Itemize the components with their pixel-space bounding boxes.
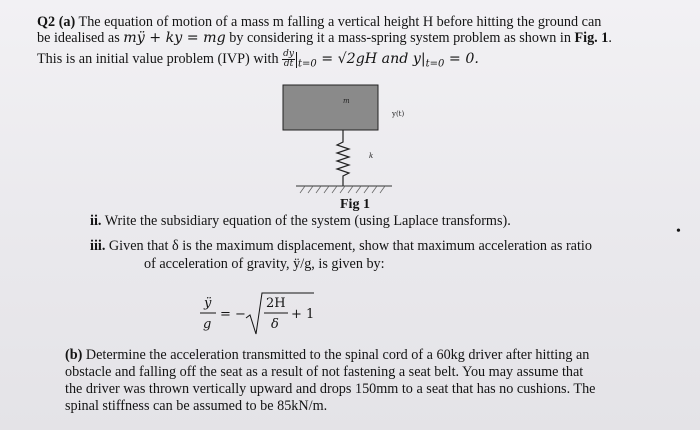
displacement-label: y(t) bbox=[392, 110, 405, 118]
derivative-den: dt bbox=[283, 59, 294, 69]
ivp-end: = 0. bbox=[444, 50, 479, 67]
ground-hatch bbox=[300, 186, 385, 193]
eq-lhs-den: g bbox=[203, 317, 212, 332]
mass-block bbox=[283, 85, 378, 130]
rad-num: 2H bbox=[266, 296, 286, 311]
part-b-text-2: obstacle and falling off the seat as a result of not fastening a seat belt. You may assume that bbox=[65, 364, 584, 380]
spring-label: k bbox=[369, 152, 374, 160]
derivative-num: dy bbox=[283, 49, 294, 59]
item-iii-text-1: Given that δ is the maximum displacement, show that maximum acceleration as ratio bbox=[108, 238, 592, 254]
item-ii bbox=[90, 213, 511, 229]
part-b-text-1: Determine the acceleration transmitted to the spinal cord of a 60kg driver after hitting an bbox=[85, 347, 590, 363]
mass-label: m bbox=[343, 97, 350, 105]
item-iii-label: iii. bbox=[90, 238, 106, 254]
part-b-text-4: spinal stiffness can be assumed to be 85kN/m. bbox=[65, 398, 328, 414]
eq-lhs-num: ÿ bbox=[204, 296, 212, 311]
margin-dot: • bbox=[676, 224, 681, 239]
spring bbox=[337, 130, 349, 186]
question-text-2c: . bbox=[608, 30, 612, 46]
rad-den: δ bbox=[271, 317, 279, 332]
item-iii-text-2: of acceleration of gravity, ÿ/g, is given by: bbox=[144, 256, 385, 272]
question-text-2a: be idealised as bbox=[37, 30, 124, 46]
item-iii bbox=[90, 238, 592, 254]
ivp-rhs: = √2gH and y| bbox=[316, 50, 426, 67]
part-b-line-1 bbox=[65, 347, 589, 363]
eq-plus-one: + 1 bbox=[291, 307, 315, 322]
eq-equals: = − bbox=[220, 307, 246, 322]
part-b-line-3 bbox=[65, 381, 595, 397]
ivp-subscript-2: t=0 bbox=[425, 58, 445, 70]
ivp-subscript: t=0 bbox=[297, 58, 317, 70]
acceleration-ratio-equation bbox=[196, 290, 336, 340]
item-ii-text: Write the subsidiary equation of the system (using Laplace transforms). bbox=[104, 213, 511, 229]
question-text-1: The equation of motion of a mass m falling a vertical height H before hitting the ground can bbox=[78, 14, 602, 30]
part-b-line-4 bbox=[65, 398, 327, 414]
question-text-2b: by considering it a mass-spring system problem as shown in bbox=[225, 30, 575, 46]
figure-reference: Fig. 1 bbox=[574, 30, 609, 46]
question-number: Q2 bbox=[37, 14, 56, 30]
figure-caption: Fig 1 bbox=[340, 197, 370, 212]
item-iii-line-2 bbox=[144, 256, 385, 272]
question-text-3: This is an initial value problem (IVP) with bbox=[37, 50, 283, 67]
item-ii-label: ii. bbox=[90, 213, 102, 229]
part-a-label: (a) bbox=[58, 14, 76, 30]
equation-of-motion: mÿ + ky = mg bbox=[123, 30, 226, 46]
part-b-text-3: the driver was thrown vertically upward and drops 150mm to a seat that has no cushions. The bbox=[65, 381, 596, 397]
part-b-label: (b) bbox=[65, 347, 83, 363]
part-b-line-2 bbox=[65, 364, 583, 380]
